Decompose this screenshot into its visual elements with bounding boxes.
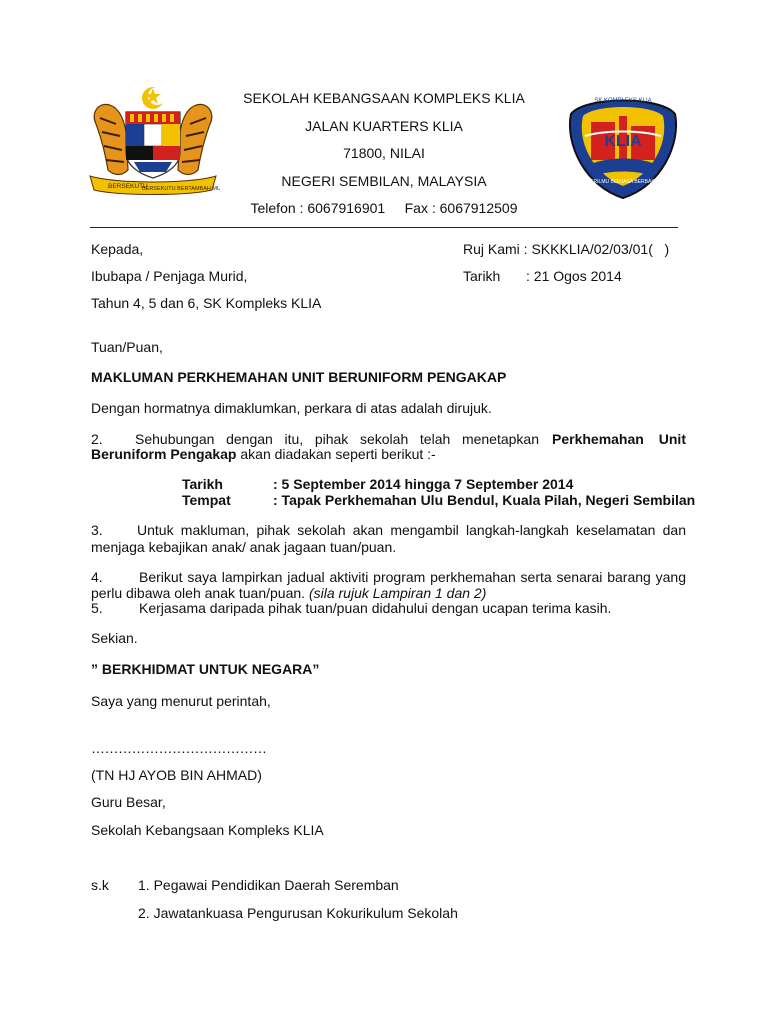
crest-bottom-text: BERILMU BERJASA BERBAKTI — [586, 179, 660, 185]
motto: ” BERKHIDMAT UNTUK NEGARA” — [91, 661, 320, 677]
para3-line-2: menjaga kebajikan anak/ anak jagaan tuan/puan. — [91, 539, 397, 555]
obey-line: Saya yang menurut perintah, — [91, 693, 271, 709]
date-label: Tarikh — [463, 268, 501, 284]
school-name: SEKOLAH KEBANGSAAN KOMPLEKS KLIA — [243, 90, 525, 106]
detail-tarikh-label: Tarikh — [182, 476, 223, 492]
to-label: Kepada, — [91, 241, 144, 257]
para2-number: 2. — [91, 431, 103, 447]
address-line-3: NEGERI SEMBILAN, MALAYSIA — [281, 173, 487, 189]
reference-number: Ruj Kami : SKKKLIA/02/03/01( ) — [463, 241, 670, 257]
para4-line2-text: perlu dibawa oleh anak tuan/puan. — [91, 585, 306, 601]
address-line-1: JALAN KUARTERS KLIA — [305, 118, 463, 134]
signature-line: ………………………………… — [91, 740, 267, 756]
para4-number: 4. — [91, 569, 103, 585]
ribbon-left-text: BERSEKUTU — [108, 183, 148, 190]
cc-label: s.k — [91, 877, 109, 893]
para4-line-2 — [91, 585, 486, 601]
crest-letters: KLIA — [604, 133, 642, 150]
detail-tarikh-value: : 5 September 2014 hingga 7 September 2014 — [273, 476, 574, 492]
cc-item-1: 1. Pegawai Pendidikan Daerah Seremban — [138, 877, 399, 893]
closing: Sekian. — [91, 630, 138, 646]
para2-line-1 — [135, 431, 686, 447]
salutation: Tuan/Puan, — [91, 339, 163, 355]
detail-tempat-value: : Tapak Perkhemahan Ulu Bendul, Kuala Pilah, Negeri Sembilan — [273, 492, 696, 508]
cc-item-2: 2. Jawatankuasa Pengurusan Kokurikulum Sekolah — [138, 905, 458, 921]
paragraph-1: Dengan hormatnya dimaklumkan, perkara di atas adalah dirujuk. — [91, 400, 492, 416]
para2-line1-bold: Perkhemahan Unit — [552, 431, 686, 447]
para4-line-1: Berikut saya lampirkan jadual aktiviti program perkhemahan serta senarai barang yang — [139, 569, 686, 585]
date-value: : 21 Ogos 2014 — [526, 268, 622, 284]
signer-name: (TN HJ AYOB BIN AHMAD) — [91, 767, 262, 783]
ribbon-center-text: BERSEKUTU BERTAMBAH MUTU — [142, 186, 220, 192]
recipient-line-2: Tahun 4, 5 dan 6, SK Kompleks KLIA — [91, 295, 322, 311]
para2-line-2 — [91, 446, 436, 462]
signer-school: Sekolah Kebangsaan Kompleks KLIA — [91, 822, 324, 838]
para5-number: 5. — [91, 600, 103, 616]
recipient-line-1: Ibubapa / Penjaga Murid, — [91, 268, 248, 284]
para2-line1-text: Sehubungan dengan itu, pihak sekolah telah menetapkan — [135, 431, 539, 447]
para2-line2-text: akan diadakan seperti berikut :- — [236, 446, 436, 462]
para5-text: Kerjasama daripada pihak tuan/puan didahului dengan ucapan terima kasih. — [139, 600, 612, 616]
para3-line-1: Untuk makluman, pihak sekolah akan mengambil langkah-langkah keselamatan dan — [137, 522, 686, 538]
crest-arc-text: SK KOMPLEKS KLIA — [594, 98, 652, 104]
subject-heading: MAKLUMAN PERKHEMAHAN UNIT BERUNIFORM PENGAKAP — [91, 369, 507, 385]
signer-title: Guru Besar, — [91, 794, 166, 810]
detail-tempat-label: Tempat — [182, 492, 231, 508]
para4-line2-italic: (sila rujuk Lampiran 1 dan 2) — [305, 585, 487, 601]
para2-line2-bold: Beruniform Pengakap — [91, 446, 237, 462]
contact-line: Telefon : 6067916901 Fax : 6067912509 — [250, 200, 518, 216]
para3-number: 3. — [91, 522, 103, 538]
header-divider — [90, 227, 678, 228]
address-line-2: 71800, NILAI — [343, 145, 425, 161]
